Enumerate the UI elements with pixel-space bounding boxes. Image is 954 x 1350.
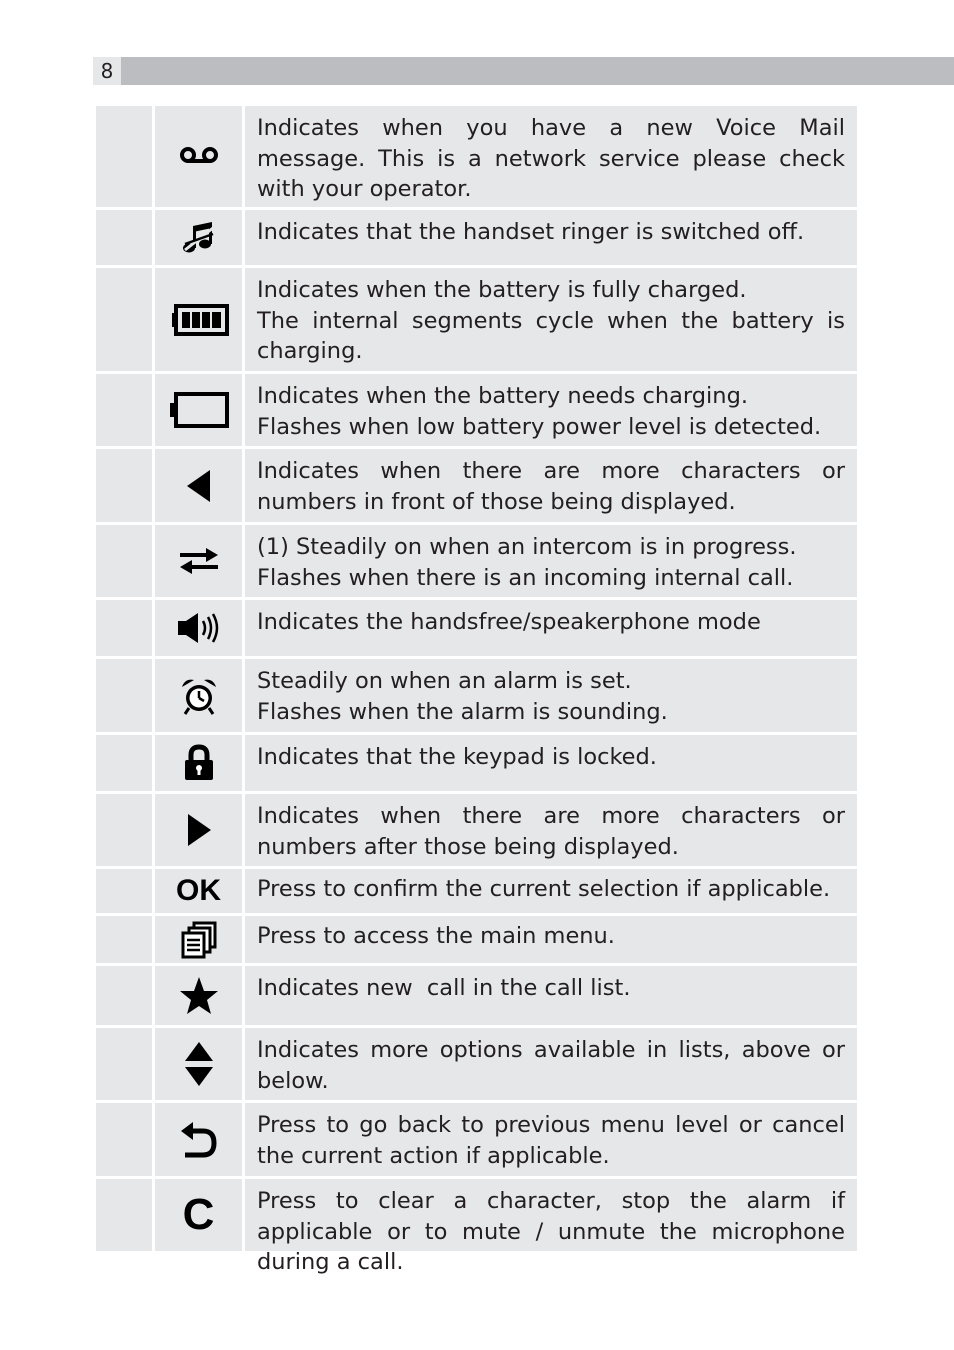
description-text: Indicates new call in the call list. xyxy=(257,975,631,1001)
empty-cell xyxy=(96,106,152,207)
table-row xyxy=(96,1103,860,1176)
icon-cell xyxy=(155,525,242,597)
clear-key-label: C xyxy=(182,1190,215,1239)
description-cell xyxy=(245,449,857,522)
description-text: Press to go back to previous menu level or cancel the current action if applicable. xyxy=(257,1112,845,1169)
ringer-off-icon xyxy=(181,220,217,256)
empty-cell xyxy=(96,1103,152,1176)
icon-cell xyxy=(155,210,242,265)
description-text: Indicates when there are more characters or numbers after those being displayed. xyxy=(257,803,845,860)
description-text: Indicates when you have a new Voice Mail message. This is a network service please check with your operator. xyxy=(257,115,845,202)
back-icon xyxy=(179,1121,219,1159)
description-text: (1) Steadily on when an intercom is in progress. xyxy=(257,534,797,560)
menu-icon xyxy=(180,921,218,959)
description-cell xyxy=(245,735,857,791)
description-cell xyxy=(245,268,857,371)
table-row xyxy=(96,1028,860,1100)
description-cell xyxy=(245,869,857,913)
icon-cell xyxy=(155,106,242,207)
intercom-icon xyxy=(178,546,220,576)
description-cell xyxy=(245,525,857,597)
table-row xyxy=(96,374,860,446)
icon-cell xyxy=(155,659,242,732)
description-cell xyxy=(245,916,857,963)
empty-cell xyxy=(96,268,152,371)
voicemail-icon xyxy=(179,147,219,167)
description-cell xyxy=(245,106,857,207)
description-cell xyxy=(245,794,857,866)
description-cell xyxy=(245,1103,857,1176)
table-row xyxy=(96,869,860,913)
table-row xyxy=(96,525,860,597)
icon-cell xyxy=(155,869,242,913)
icon-cell xyxy=(155,600,242,656)
description-text: Press to clear a character, stop the alarm if applicable or to mute / unmute the microphone during a call. xyxy=(257,1188,845,1275)
arrow-right-icon xyxy=(186,813,212,847)
description-text: Indicates when the battery needs charging. xyxy=(257,383,749,409)
empty-cell xyxy=(96,916,152,963)
description-text: Indicates that the keypad is locked. xyxy=(257,744,657,770)
icon-cell xyxy=(155,966,242,1025)
empty-cell xyxy=(96,1028,152,1100)
empty-cell xyxy=(96,449,152,522)
table-row xyxy=(96,106,860,207)
description-cell xyxy=(245,1028,857,1100)
star-icon xyxy=(179,976,219,1016)
table-row xyxy=(96,449,860,522)
description-text: Indicates more options available in lists, above or below. xyxy=(257,1037,845,1094)
description-cell xyxy=(245,600,857,656)
icon-cell xyxy=(155,735,242,791)
table-row xyxy=(96,268,860,371)
description-text: Press to confirm the current selection if applicable. xyxy=(257,876,831,902)
lock-icon xyxy=(182,744,216,782)
table-row xyxy=(96,916,860,963)
description-text: Flashes when there is an incoming internal call. xyxy=(257,564,794,591)
description-cell xyxy=(245,1179,857,1275)
table-row xyxy=(96,210,860,265)
table-row xyxy=(96,659,860,732)
page-number: 8 xyxy=(93,57,121,85)
description-text: Press to access the main menu. xyxy=(257,923,615,949)
table-row xyxy=(96,966,860,1025)
speaker-icon xyxy=(176,611,222,645)
description-text: Steadily on when an alarm is set. xyxy=(257,668,632,694)
icon-table xyxy=(96,106,860,1275)
empty-cell xyxy=(96,794,152,866)
empty-cell xyxy=(96,735,152,791)
empty-cell xyxy=(96,1179,152,1251)
icon-cell xyxy=(155,374,242,446)
table-row xyxy=(96,1179,860,1275)
empty-cell xyxy=(96,659,152,732)
description-text: Flashes when the alarm is sounding. xyxy=(257,698,668,725)
ok-key-label: OK xyxy=(176,874,221,907)
icon-cell xyxy=(155,794,242,866)
empty-cell xyxy=(96,210,152,265)
icon-cell xyxy=(155,1103,242,1176)
icon-cell xyxy=(155,1028,242,1100)
empty-cell xyxy=(96,374,152,446)
up-down-icon xyxy=(183,1041,215,1087)
alarm-clock-icon xyxy=(179,676,219,716)
battery-full-icon xyxy=(169,303,229,337)
empty-cell xyxy=(96,525,152,597)
empty-cell xyxy=(96,869,152,913)
battery-empty-icon xyxy=(168,391,230,429)
page-header-bar xyxy=(93,57,954,85)
description-text: Indicates the handsfree/speakerphone mode xyxy=(257,609,761,635)
icon-cell xyxy=(155,1179,242,1251)
table-row xyxy=(96,600,860,656)
description-text: Indicates when the battery is fully charged. xyxy=(257,277,747,303)
description-text: Indicates when there are more characters or numbers in front of those being displayed. xyxy=(257,458,845,515)
description-text: The internal segments cycle when the battery is charging. xyxy=(257,307,845,364)
icon-cell xyxy=(155,268,242,371)
description-text: Flashes when low battery power level is detected. xyxy=(257,413,822,440)
arrow-left-icon xyxy=(186,469,212,503)
empty-cell xyxy=(96,966,152,1025)
description-cell xyxy=(245,210,857,265)
icon-cell xyxy=(155,449,242,522)
description-text: Indicates that the handset ringer is switched off. xyxy=(257,219,805,245)
table-row xyxy=(96,794,860,866)
icon-cell xyxy=(155,916,242,963)
table-row xyxy=(96,735,860,791)
description-cell xyxy=(245,966,857,1025)
description-cell xyxy=(245,374,857,446)
description-cell xyxy=(245,659,857,732)
empty-cell xyxy=(96,600,152,656)
